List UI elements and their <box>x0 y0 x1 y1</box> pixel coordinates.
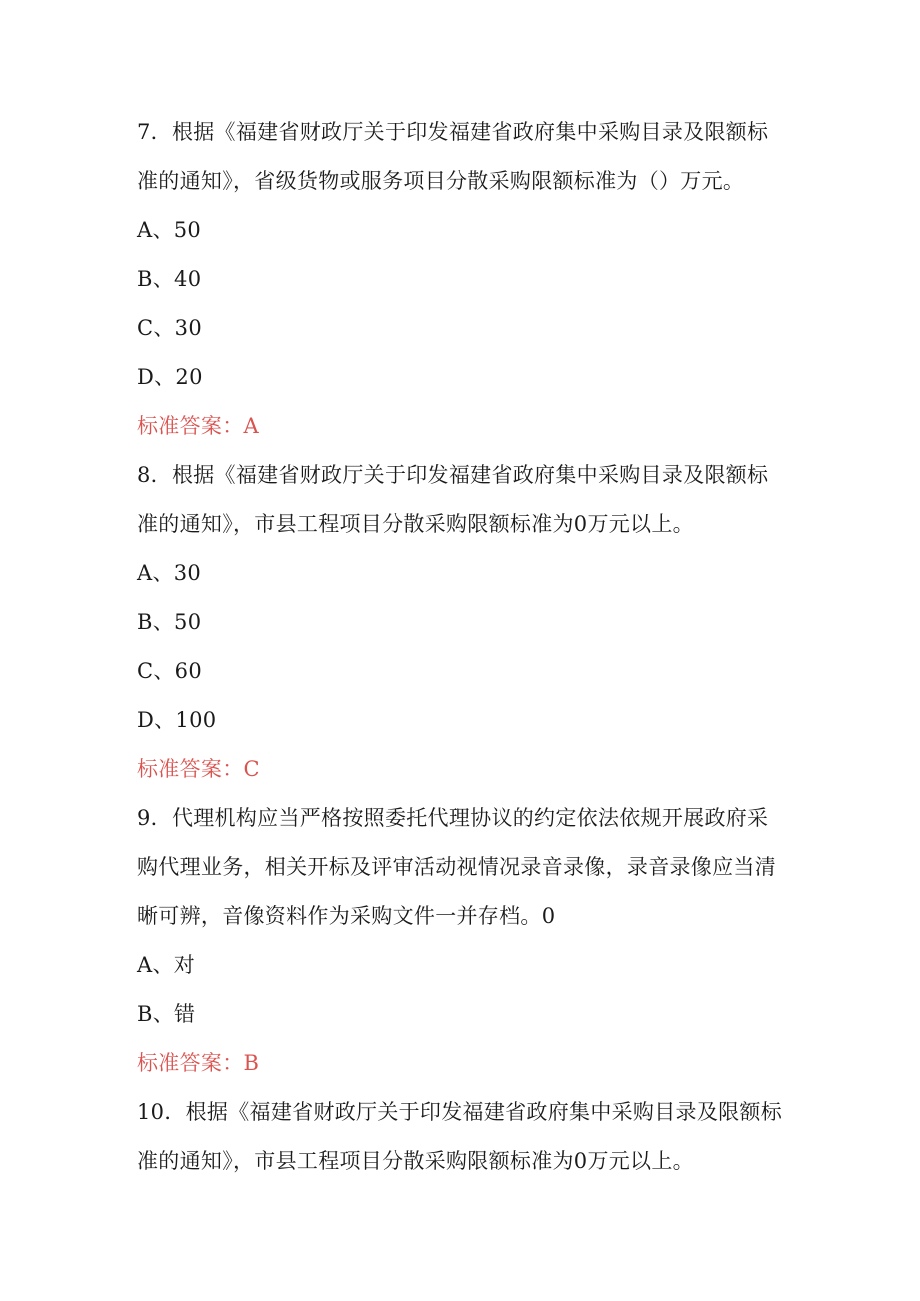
question-7-option-b: B、40 <box>137 267 202 291</box>
question-9-line-2: 购代理业务，相关开标及评审活动视情况录音录像，录音录像应当清 <box>137 855 776 879</box>
question-10-line-2: 准的通知》，市县工程项目分散采购限额标准为0万元以上。 <box>137 1149 694 1173</box>
question-9-option-b: B、错 <box>137 1002 196 1026</box>
question-8-option-b: B、50 <box>137 610 202 634</box>
question-8-line-1: 8．根据《福建省财政厅关于印发福建省政府集中采购目录及限额标 <box>137 463 769 487</box>
question-9-line-3: 晰可辨，音像资料作为采购文件一并存档。0 <box>137 904 556 928</box>
question-8-option-a: A、30 <box>137 561 202 585</box>
question-9-option-a: A、对 <box>137 953 196 977</box>
question-7-answer: 标准答案：A <box>137 414 259 438</box>
question-7-line-2: 准的通知》，省级货物或服务项目分散采购限额标准为（）万元。 <box>137 169 745 193</box>
question-10-line-1: 10．根据《福建省财政厅关于印发福建省政府集中采购目录及限额标 <box>137 1100 783 1124</box>
question-7-option-c: C、30 <box>137 316 202 340</box>
question-7-option-a: A、50 <box>137 218 202 242</box>
question-9-answer: 标准答案：B <box>137 1051 260 1075</box>
question-8-option-c: C、60 <box>137 659 202 683</box>
question-7-line-1: 7．根据《福建省财政厅关于印发福建省政府集中采购目录及限额标 <box>137 120 769 144</box>
question-7-option-d: D、20 <box>137 365 203 389</box>
question-8-line-2: 准的通知》，市县工程项目分散采购限额标准为0万元以上。 <box>137 512 694 536</box>
question-8-answer: 标准答案：C <box>137 757 260 781</box>
question-8-option-d: D、100 <box>137 708 217 732</box>
question-9-line-1: 9．代理机构应当严格按照委托代理协议的约定依法依规开展政府采 <box>137 806 769 830</box>
